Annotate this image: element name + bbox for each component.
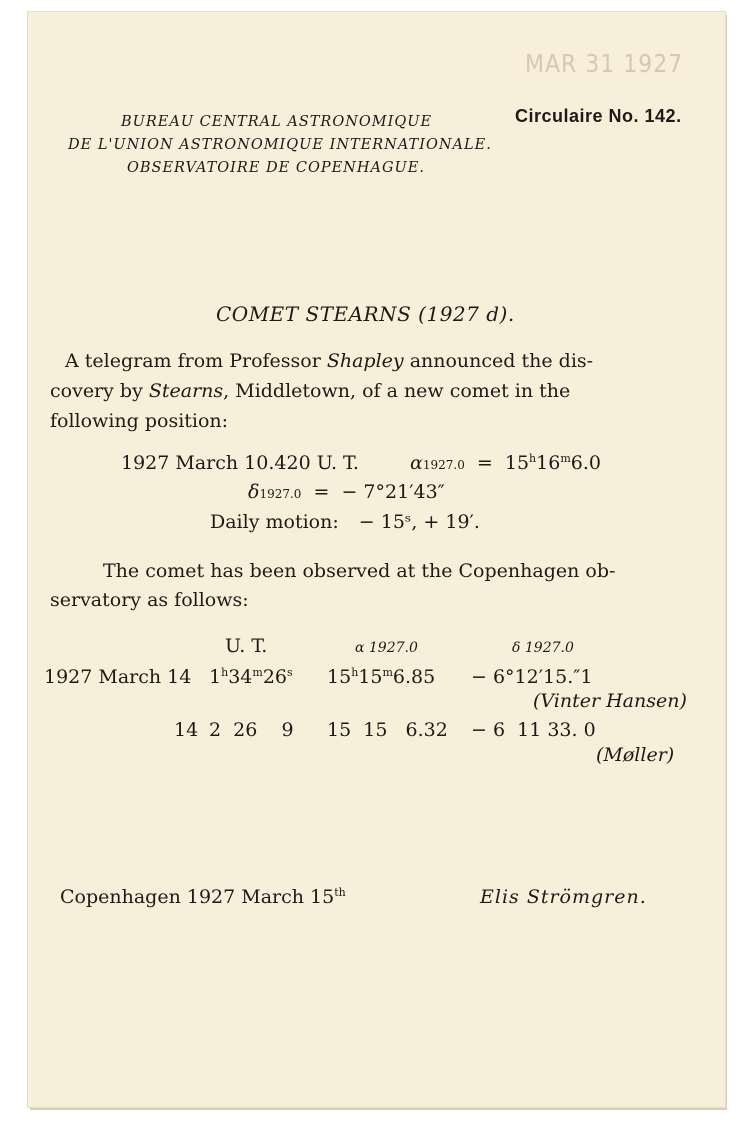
header-alpha: α 1927.0 [355,640,418,656]
position-date: 1927 March 10.420 U. T. [121,452,359,474]
ut-hours: 1 [209,666,222,688]
ra-seconds: 6.85 [392,666,436,688]
delta-symbol: δ [248,481,260,503]
circular-number: Circulaire No. 142. [515,106,682,126]
row-1-ra: 15$^h$15$^m$6.85 [327,666,436,688]
observation-intro-line-1: The comet has been observed at the Copenhagen ob- [103,560,616,582]
daily-motion [210,511,480,533]
person-name: Shapley [326,350,404,372]
person-name: Stearns [148,380,224,402]
row-2-ra: 15 15 6.32 [327,719,448,741]
delta-value: − 7°21′43″ [341,481,445,503]
position-delta [248,481,445,503]
place-date-suffix: th [334,886,346,899]
row-2-date: 14 [174,719,199,741]
intro-text: A telegram from Professor [65,350,327,372]
intro-line-3: following position: [50,410,229,432]
daily-motion-value: − 15ˢ, + 19′. [358,511,480,533]
observation-intro-line-2: servatory as follows: [50,589,249,611]
row-2-dec: − 6 11 33. 0 [471,719,596,741]
ut-minutes: 34 [228,666,253,688]
row-1-observer: (Vinter Hansen) [533,690,687,712]
alpha-symbol: α [410,452,423,474]
row-1-date: 1927 March 14 [44,666,192,688]
ra-minutes: 15 [358,666,383,688]
equals-sign: = [313,481,330,503]
alpha-seconds: 6.0 [570,452,601,474]
ut-seconds: 26 [262,666,287,688]
ra-hours: 15 [327,666,352,688]
alpha-minutes: 16 [536,452,561,474]
received-date-stamp: MAR 31 1927 [525,50,684,79]
bureau-line-3: OBSERVATOIRE DE COPENHAGUE. [127,160,425,176]
header-ut: U. T. [225,635,268,657]
equals-sign: = [476,452,493,474]
header-delta: δ 1927.0 [512,640,574,656]
alpha-epoch: 1927.0 [422,458,465,472]
row-2-observer: (Møller) [596,744,675,766]
intro-text: covery by [50,380,149,402]
bureau-line-2: DE L'UNION ASTRONOMIQUE INTERNATIONALE. [68,137,492,153]
intro-text: , Middletown, of a new comet in the [223,380,571,402]
intro-line-1 [65,350,593,372]
daily-motion-label: Daily motion: [210,511,339,533]
place-date-text: Copenhagen 1927 March 15 [60,886,335,908]
intro-text: announced the dis- [403,350,594,372]
alpha-hours: 15 [504,452,530,474]
delta-epoch: 1927.0 [259,487,302,501]
intro-line-2 [50,380,570,402]
row-1-dec: − 6°12′15.″1 [471,666,593,688]
place-date [60,886,346,908]
row-2-ut: 2 26 9 [209,719,294,741]
signature: Elis Strömgren. [480,886,647,908]
comet-title: COMET STEARNS (1927 d). [216,302,515,326]
circular-card [28,12,725,1107]
bureau-line-1: BUREAU CENTRAL ASTRONOMIQUE [121,114,433,130]
row-1-ut: 1$^h$34$^m$26$^s$ [209,666,293,688]
position-alpha: α1927.0 = 15$^h$16$^m$6.0 [410,452,601,474]
